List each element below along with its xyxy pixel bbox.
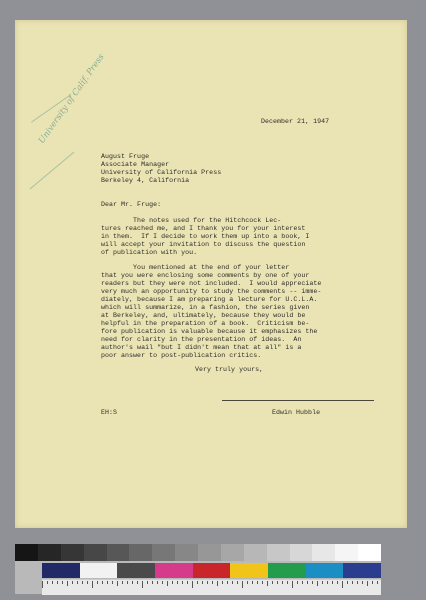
color-patch [80,563,118,578]
ruler-tick [267,581,268,586]
gray-patch [221,544,244,561]
ruler-tick [72,581,73,584]
gray-patch [267,544,290,561]
text-line: The notes used for the Hitchcock Lec- [101,217,282,224]
ruler-tick [82,581,83,584]
gray-patch [84,544,107,561]
ruler-tick [192,581,193,588]
address-line: August Fruge [101,153,150,160]
color-patch [42,563,80,578]
gray-patch [107,544,130,561]
ruler-tick [157,581,158,584]
text-line: readers but they were not included. I would appreciate [101,280,322,287]
text-line: helpful in the preparation of a book. Criticism be- [101,320,310,327]
pencil-annotation: University of Calif. Press [37,52,107,146]
gray-patch [244,544,267,561]
ruler-tick [257,581,258,584]
ruler-tick [227,581,228,584]
ruler-tick [182,581,183,584]
ruler-tick [377,581,378,584]
gray-patch [335,544,358,561]
ruler-tick [112,581,113,584]
ruler-tick [147,581,148,584]
gray-patch [358,544,381,561]
text-line: of publication with you. [101,249,198,256]
closing: Very truly yours, [195,366,264,373]
salutation: Dear Mr. Fruge: [101,201,162,208]
gray-patch [175,544,198,561]
ruler-tick [92,581,93,588]
color-strip [42,563,381,578]
gray-patch [38,544,61,561]
ruler-tick [202,581,203,584]
text-line: need for clarity in the presentation of ideas. An [101,336,302,343]
text-line: tures reached me, and I thank you for your interest [101,225,306,232]
color-patch [155,563,193,578]
measurement-ruler [42,579,381,595]
ruler-tick [242,581,243,588]
ruler-tick [322,581,323,584]
ruler-tick [357,581,358,584]
address-line: Berkeley 4, California [101,177,190,184]
gray-patch [129,544,152,561]
ruler-tick [77,581,78,584]
ruler-tick [67,581,68,586]
ruler-tick [317,581,318,586]
ruler-tick [277,581,278,584]
ruler-tick [337,581,338,584]
color-patch [268,563,306,578]
letter-page [15,20,407,528]
ruler-tick [167,581,168,586]
ruler-tick [87,581,88,584]
ruler-tick [152,581,153,584]
text-line: which will summarize, in a fashion, the series given [101,304,310,311]
ruler-tick [212,581,213,584]
ruler-tick [372,581,373,584]
text-line: poor answer to post-publication critics. [101,352,262,359]
ruler-tick [297,581,298,584]
color-patch [193,563,231,578]
text-line: in them. If I decide to work them up into a book, I [101,233,310,240]
color-patch [343,563,381,578]
gray-patch [15,544,38,561]
color-patch [230,563,268,578]
ruler-tick [162,581,163,584]
text-line: at Berkeley, and, ultimately, because they would be [101,312,306,319]
color-calibration-card [15,544,381,594]
ruler-tick [367,581,368,586]
ruler-tick [312,581,313,584]
ruler-tick [132,581,133,584]
ruler-tick [187,581,188,584]
ruler-tick [137,581,138,584]
text-line: that you were enclosing some comments by one of your [101,272,310,279]
ruler-tick [197,581,198,584]
text-line: very much an opportunity to study the comments -- imme- [101,288,322,295]
ruler-tick [207,581,208,584]
ruler-tick [232,581,233,584]
text-line: diately, because I am preparing a lecture for U.C.L.A. [101,296,318,303]
ruler-tick [362,581,363,584]
ruler-tick [142,581,143,588]
address-line: Associate Manager [101,161,170,168]
pencil-stroke [29,151,74,189]
gray-patch [312,544,335,561]
ruler-tick [342,581,343,588]
text-line: will accept your invitation to discuss the question [101,241,306,248]
ruler-tick [292,581,293,588]
ruler-tick [282,581,283,584]
ruler-tick [252,581,253,584]
address-line: University of California Press [101,169,222,176]
ruler-tick [327,581,328,584]
ruler-tick [52,581,53,584]
initials: EH:S [101,409,118,416]
ruler-tick [237,581,238,584]
ruler-tick [352,581,353,584]
ruler-tick [102,581,103,584]
ruler-tick [302,581,303,584]
letter-date: December 21, 1947 [261,118,330,125]
gray-patch [152,544,175,561]
color-patch [117,563,155,578]
ruler-tick [307,581,308,584]
ruler-tick [332,581,333,584]
ruler-tick [247,581,248,584]
ruler-tick [97,581,98,584]
ruler-tick [122,581,123,584]
ruler-tick [127,581,128,584]
text-line: author's wail "but I didn't mean that at all" is a [101,344,302,351]
ruler-tick [347,581,348,584]
ruler-tick [177,581,178,584]
ruler-tick [222,581,223,584]
color-patch [306,563,344,578]
ruler-tick [262,581,263,584]
ruler-tick [217,581,218,586]
ruler-tick [117,581,118,586]
ruler-tick [57,581,58,584]
ruler-tick [172,581,173,584]
ruler-tick [107,581,108,584]
ruler-tick [287,581,288,584]
gray-patch [198,544,221,561]
signature-line [222,400,374,401]
text-line: You mentioned at the end of your letter [101,264,290,271]
ruler-tick [42,581,43,588]
signer-name: Edwin Hubble [272,409,321,416]
gray-patch [290,544,313,561]
ruler-tick [47,581,48,584]
ruler-tick [62,581,63,584]
ruler-tick [272,581,273,584]
gray-patch [61,544,84,561]
grayscale-strip [15,544,381,561]
text-line: fore publication is valuable because it emphasizes the [101,328,318,335]
